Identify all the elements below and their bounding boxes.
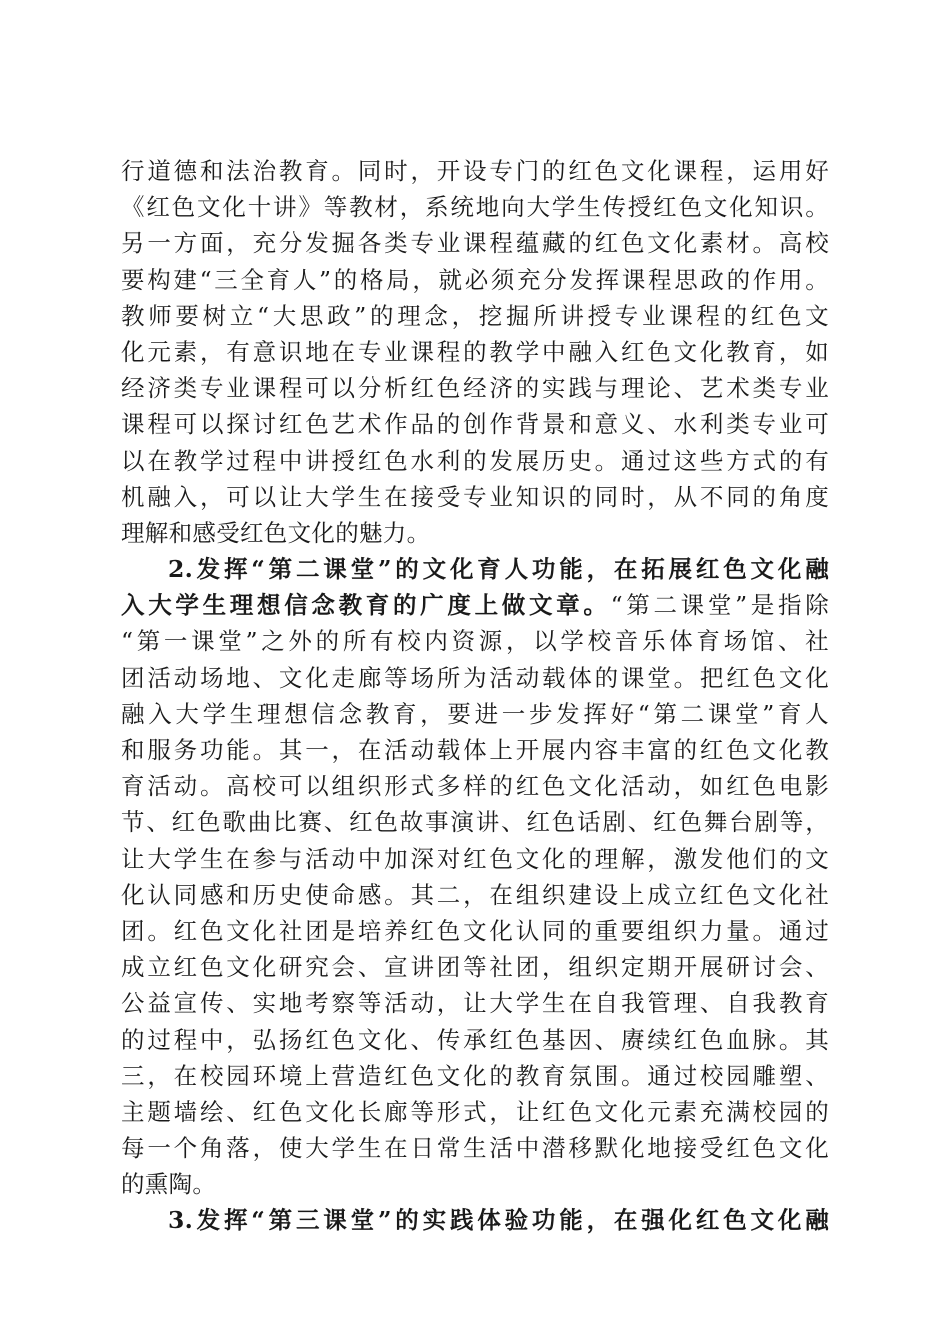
paragraph-line: 公益宣传、实地考察等活动，让大学生在自我管理、自我教育 (121, 989, 829, 1018)
paragraph-line: 育活动。高校可以组织形式多样的红色文化活动，如红色电影 (121, 772, 829, 801)
paragraph-line: 主题墙绘、红色文化长廊等形式，让红色文化元素充满校园的 (121, 1097, 829, 1126)
paragraph-line: 课程可以探讨红色艺术作品的创作背景和意义、水利类专业可 (121, 410, 829, 439)
paragraph-line: 的过程中，弘扬红色文化、传承红色基因、赓续红色血脉。其 (121, 1025, 829, 1054)
section-heading: 2.发挥“第二课堂”的文化育人功能，在拓展红色文化融 (168, 555, 829, 584)
paragraph-line: 教师要树立“大思政”的理念，挖掘所讲授专业课程的红色文 (121, 301, 829, 330)
section-heading-continued: 入大学生理想信念教育的广度上做文章。 (121, 591, 611, 620)
section-heading: 3.发挥“第三课堂”的实践体验功能，在强化红色文化融 (168, 1206, 829, 1235)
paragraph-line: 以在教学过程中讲授红色水利的发展历史。通过这些方式的有 (121, 446, 829, 475)
paragraph-line: 节、红色歌曲比赛、红色故事演讲、红色话剧、红色舞台剧等， (121, 808, 829, 837)
paragraph-line: 融入大学生理想信念教育，要进一步发挥好“第二课堂”育人 (121, 699, 829, 728)
paragraph-line: 经济类专业课程可以分析红色经济的实践与理论、艺术类专业 (121, 374, 829, 403)
paragraph-text: “第二课堂”是指除 (610, 591, 829, 620)
paragraph-line: 《红色文化十讲》等教材，系统地向大学生传授红色文化知识。 (121, 193, 829, 222)
paragraph-line: 理解和感受红色文化的魅力。 (121, 518, 431, 547)
paragraph-line: “第一课堂”之外的所有校内资源，以学校音乐体育场馆、社 (121, 627, 829, 656)
paragraph-line: 化元素，有意识地在专业课程的教学中融入红色文化教育，如 (121, 337, 829, 366)
paragraph-line: 的熏陶。 (121, 1170, 217, 1199)
paragraph-line: 要构建“三全育人”的格局，就必须充分发挥课程思政的作用。 (121, 265, 829, 294)
paragraph-line: 行道德和法治教育。同时，开设专门的红色文化课程，运用好 (121, 157, 829, 185)
paragraph-line (121, 587, 829, 623)
paragraph-line: 另一方面，充分发掘各类专业课程蕴藏的红色文化素材。高校 (121, 229, 829, 258)
document-body (121, 153, 829, 1239)
paragraph-line: 成立红色文化研究会、宣讲团等社团，组织定期开展研讨会、 (121, 953, 829, 982)
paragraph-line: 化认同感和历史使命感。其二，在组织建设上成立红色文化社 (121, 880, 829, 909)
paragraph-line: 团。红色文化社团是培养红色文化认同的重要组织力量。通过 (121, 916, 829, 945)
paragraph-line: 团活动场地、文化走廊等场所为活动载体的课堂。把红色文化 (121, 663, 829, 692)
paragraph-line: 让大学生在参与活动中加深对红色文化的理解，激发他们的文 (121, 844, 829, 873)
paragraph-line: 三，在校园环境上营造红色文化的教育氛围。通过校园雕塑、 (121, 1061, 829, 1090)
paragraph-line: 机融入，可以让大学生在接受专业知识的同时，从不同的角度 (121, 482, 829, 511)
paragraph-line: 和服务功能。其一，在活动载体上开展内容丰富的红色文化教 (121, 736, 829, 764)
paragraph-line: 每一个角落，使大学生在日常生活中潜移默化地接受红色文化 (121, 1134, 829, 1163)
